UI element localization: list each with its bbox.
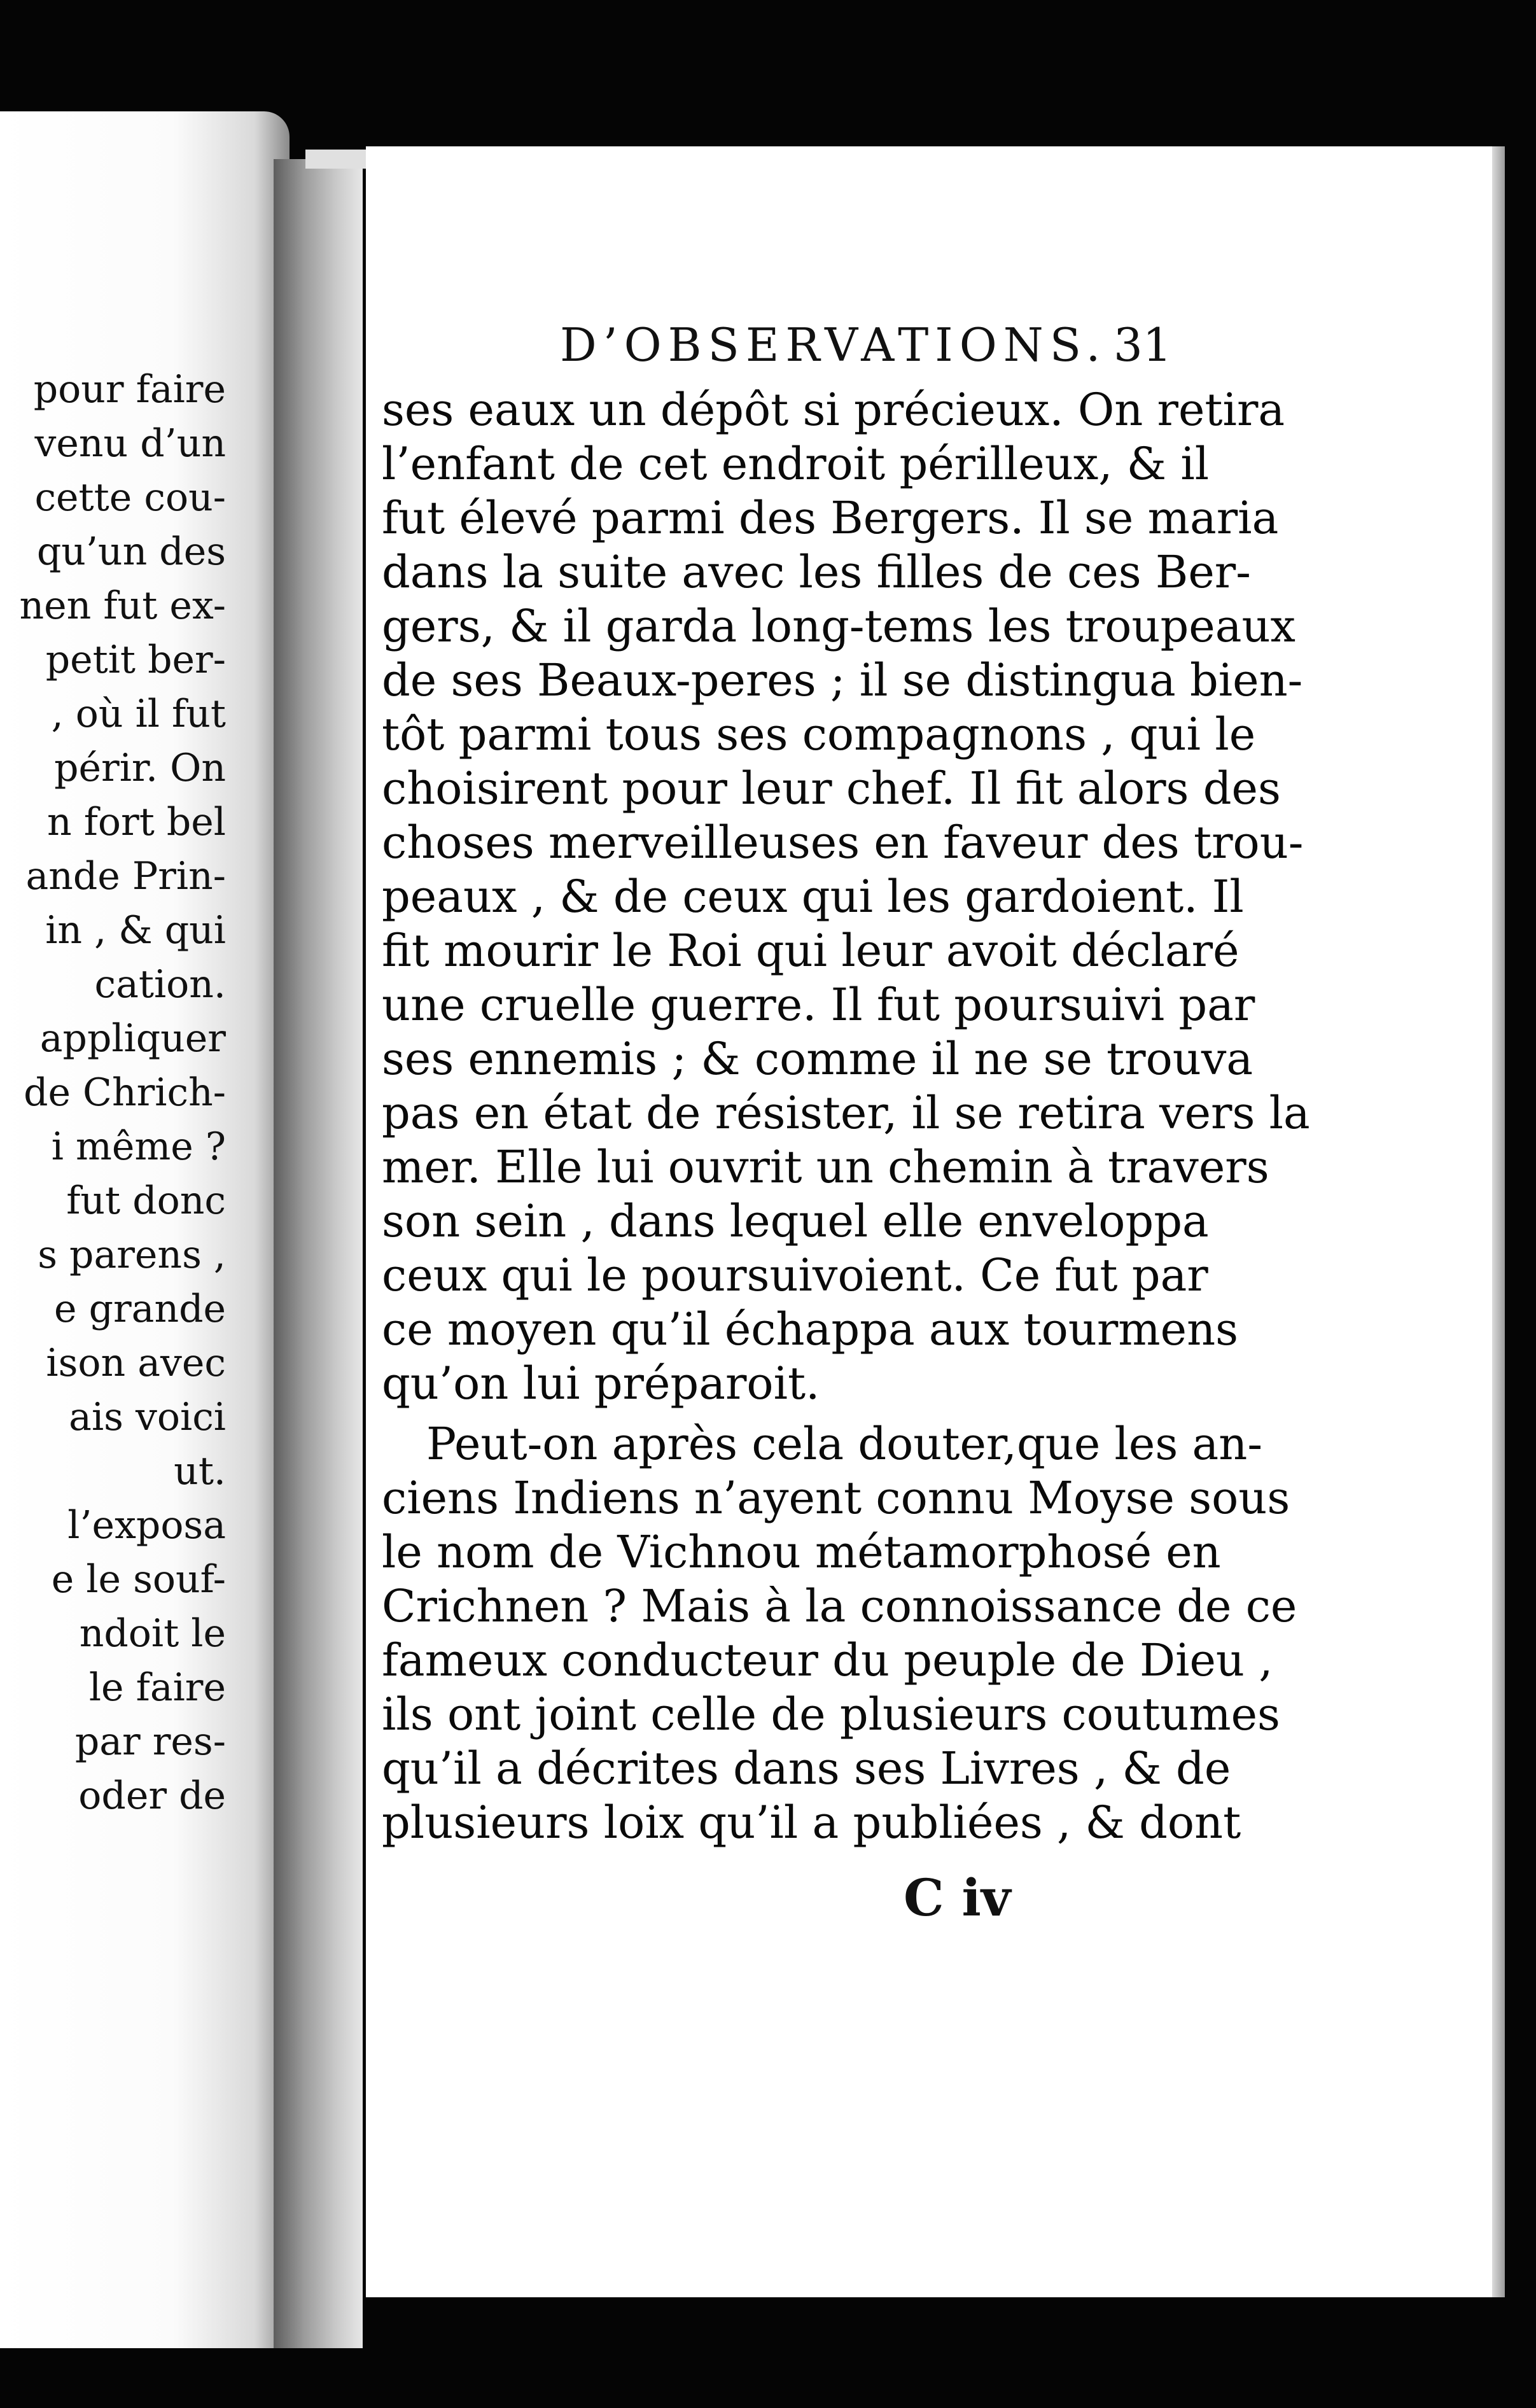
left-line: l’exposa: [67, 1503, 226, 1548]
left-line: petit ber-: [45, 638, 226, 682]
text-line: choses merveilleuses en faveur des trou-: [382, 816, 1304, 869]
page-edge-shadow: [1492, 146, 1505, 2297]
text-line: gers, & il garda long-tems les troupeaux: [382, 600, 1296, 652]
book-gutter: [274, 159, 363, 2348]
text-line: qu’on lui préparoit.: [382, 1357, 820, 1410]
text-line: de ses Beaux-peres ; il se distingua bien-: [382, 654, 1303, 706]
left-line: par res-: [74, 1719, 226, 1764]
text-line: ce moyen qu’il échappa aux tourmens: [382, 1303, 1239, 1355]
left-line: ais voici: [69, 1395, 226, 1439]
left-line: i même ?: [51, 1124, 226, 1169]
left-line: ande Prin-: [25, 854, 226, 899]
left-line: in , & qui: [45, 908, 226, 953]
left-line: pour faire: [33, 367, 226, 412]
left-line: s parens ,: [38, 1233, 226, 1277]
text-line: le nom de Vichnou métamorphosé en: [382, 1526, 1221, 1578]
left-line: périr. On: [54, 746, 226, 790]
running-head: [560, 318, 1196, 375]
text-line: fit mourir le Roi qui leur avoit déclaré: [382, 925, 1239, 977]
text-line: ceux qui le poursuivoient. Ce fut par: [382, 1249, 1208, 1301]
left-line: appliquer: [39, 1016, 226, 1061]
left-line: nen fut ex-: [19, 584, 226, 628]
signature-mark: C iv: [904, 1868, 1011, 1928]
text-line: son sein , dans lequel elle enveloppa: [382, 1195, 1209, 1247]
text-line: ses eaux un dépôt si précieux. On retira: [382, 384, 1285, 436]
text-line: pas en état de résister, il se retira vers la: [382, 1087, 1310, 1139]
left-line: cation.: [94, 962, 226, 1007]
text-line: peaux , & de ceux qui les gardoient. Il: [382, 871, 1244, 923]
left-line: ut.: [174, 1449, 226, 1494]
running-head-title: D’OBSERVATIONS.: [560, 318, 1107, 372]
left-line: oder de: [78, 1774, 226, 1818]
text-line: Crichnen ? Mais à la connoissance de ce: [382, 1580, 1297, 1632]
text-line: fameux conducteur du peuple de Dieu ,: [382, 1634, 1273, 1686]
text-line: une cruelle guerre. Il fut poursuivi par: [382, 979, 1255, 1031]
left-line: n fort bel: [46, 800, 226, 844]
text-line: ses ennemis ; & comme il ne se trouva: [382, 1033, 1253, 1085]
left-line: fut donc: [66, 1179, 226, 1223]
text-line: qu’il a décrites dans ses Livres , & de: [382, 1742, 1231, 1795]
text-line: l’enfant de cet endroit périlleux, & il: [382, 438, 1210, 490]
text-line: Peut-on après cela douter,que les an-: [426, 1418, 1262, 1470]
text-line: dans la suite avec les filles de ces Ber-: [382, 546, 1251, 598]
left-line: e le souf-: [51, 1557, 226, 1602]
left-line: e grande: [54, 1287, 226, 1331]
left-line: , où il fut: [51, 692, 226, 736]
left-page: [0, 111, 290, 2351]
left-line: de Chrich-: [24, 1070, 226, 1115]
left-line: ndoit le: [79, 1611, 226, 1656]
text-line: choisirent pour leur chef. Il fit alors des: [382, 762, 1281, 815]
left-line: cette cou-: [34, 475, 226, 520]
text-line: tôt parmi tous ses compagnons , qui le: [382, 708, 1256, 760]
left-line: ison avec: [46, 1341, 226, 1385]
text-line: mer. Elle lui ouvrit un chemin à travers: [382, 1141, 1269, 1193]
page-number: 31: [1114, 318, 1172, 372]
text-line: plusieurs loix qu’il a publiées , & dont: [382, 1796, 1241, 1849]
text-line: ciens Indiens n’ayent connu Moyse sous: [382, 1472, 1290, 1524]
text-line: fut élevé parmi des Bergers. Il se maria: [382, 492, 1279, 544]
left-line: venu d’un: [34, 421, 226, 466]
text-line: ils ont joint celle de plusieurs coutumes: [382, 1688, 1280, 1740]
left-line: qu’un des: [36, 529, 226, 574]
scan-border: [0, 2348, 1536, 2408]
left-line: le faire: [88, 1665, 226, 1710]
